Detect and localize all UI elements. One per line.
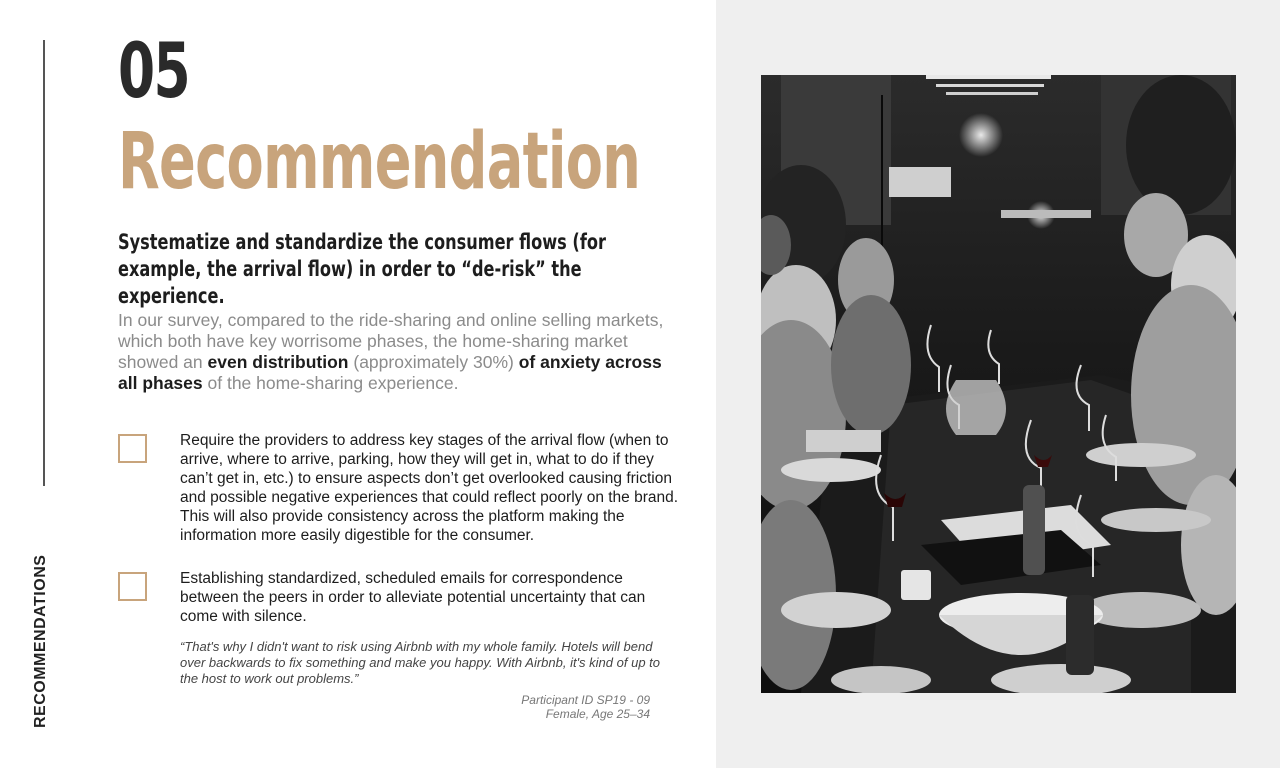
dinner-party-photo: [761, 75, 1236, 693]
intro-text-3: of the home-sharing experience.: [202, 373, 459, 393]
intro-bold-2: of anxiety across all phases: [118, 352, 662, 393]
intro-paragraph: [118, 310, 683, 394]
section-number: 05: [118, 26, 190, 115]
participant-id: Participant ID SP19 - 09: [521, 693, 650, 707]
side-section-label: RECOMMENDATIONS: [32, 554, 49, 728]
intro-text-2: (approximately 30%): [348, 352, 519, 372]
bullet-checkbox-2: [118, 572, 147, 601]
intro-text-1: In our survey, compared to the ride-sharing and online selling markets, which both have key worrisome phases, the home-sharing market showed an: [118, 310, 664, 372]
dinner-party-illustration: [761, 75, 1236, 693]
subtitle: Systematize and standardize the consumer flows (for example, the arrival flow) in order to “de-risk” the experience.: [118, 230, 606, 308]
participant-quote: “That's why I didn't want to risk using Airbnb with my whole family. Hotels will bend over backwards to fix something and make you happy. With Airbnb, it's kind of up to the host to work out problems.”: [180, 639, 660, 686]
bullet-checkbox-1: [118, 434, 147, 463]
bullet-text-2: Establishing standardized, scheduled emails for correspondence between the peers in order to alleviate potential uncertainty that can come with silence.: [180, 570, 646, 625]
participant-demographic: Female, Age 25–34: [545, 707, 650, 721]
intro-bold-1: even distribution: [207, 352, 349, 372]
bullet-text-1: Require the providers to address key stages of the arrival flow (when to arrive, where to arrive, parking, how they will get in, what to do if they can’t get in, etc.) to ensure aspects don’t get overlooked causing friction and possible negative experiences that could reflect poorly on the brand. This will also provide consistency across the platform making the information more easily digestible for the consumer.: [180, 432, 679, 544]
vertical-divider: [43, 40, 45, 486]
page-title: Recommendation: [118, 117, 641, 207]
